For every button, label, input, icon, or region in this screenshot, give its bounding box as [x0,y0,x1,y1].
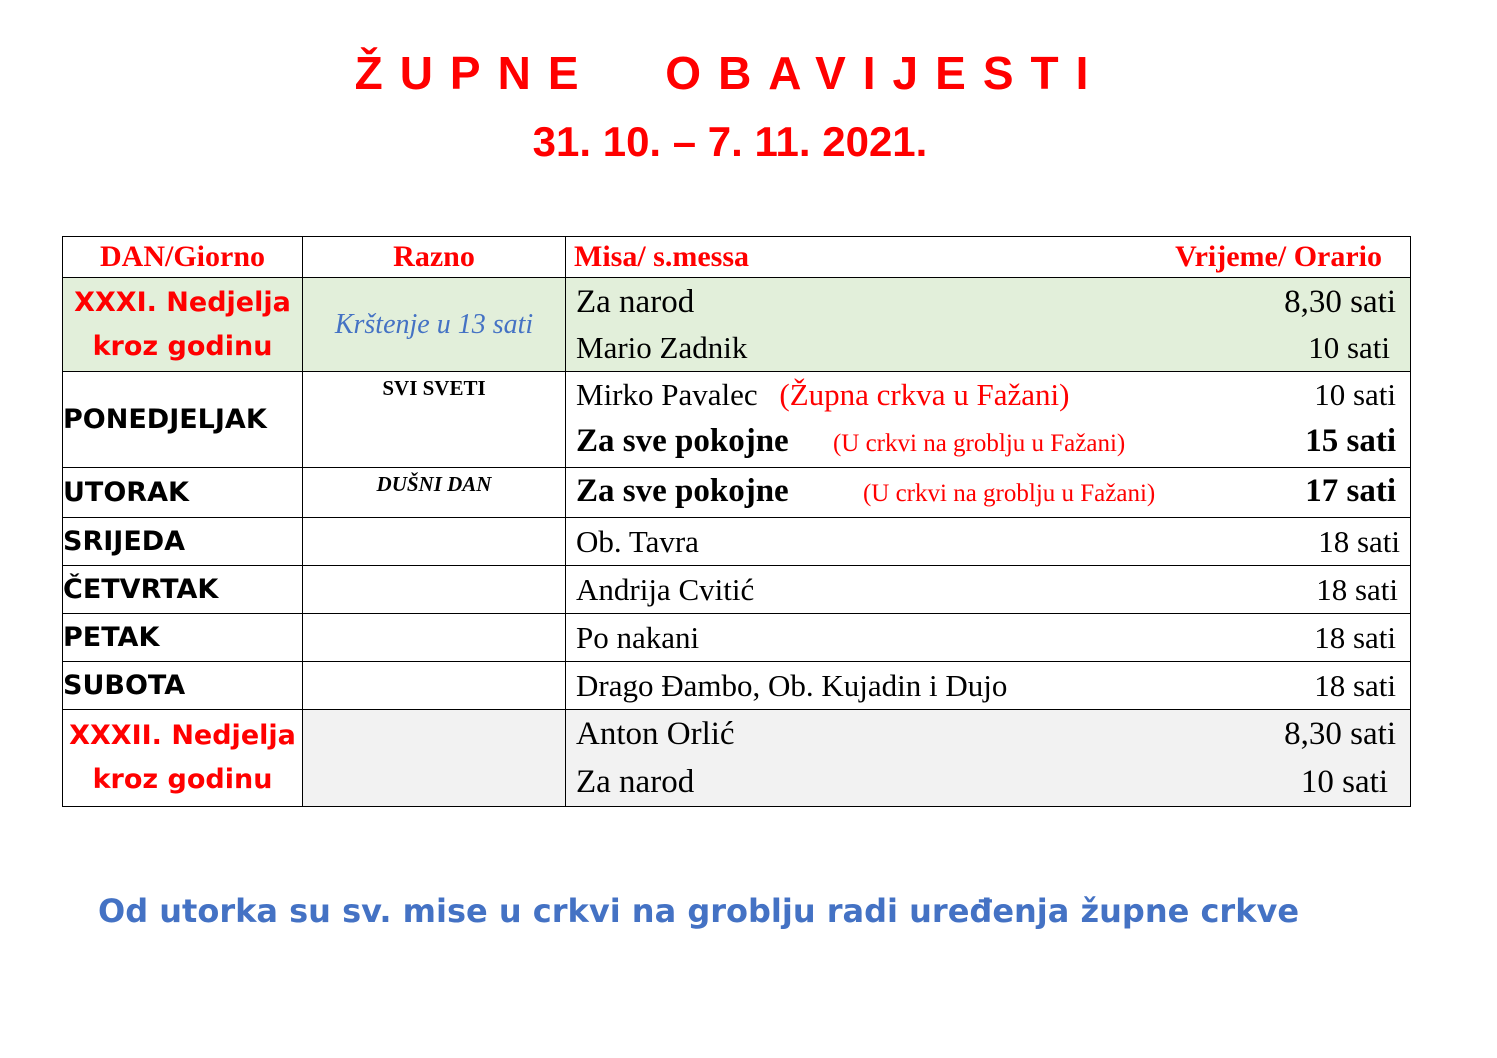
mass-intent: Mario Zadnik [576,329,748,365]
header-misa: Misa/ s.messa [574,240,749,273]
schedule-table [62,236,1411,807]
mass-entry [566,567,1410,613]
mass-time: 10 sati [1308,329,1390,365]
mass-cell [566,468,1411,518]
day-cell: ČETVRTAK [63,566,303,614]
razno-note: SVI SVETI [382,376,486,400]
mass-entry [566,372,1410,418]
table-row [63,468,1411,518]
header-vrijeme: Vrijeme/ Orario [1175,240,1382,273]
table-row [63,614,1411,662]
mass-time: 18 sati [1316,571,1398,607]
razno-cell [303,710,566,807]
page-title: ŽUPNE OBAVIJESTI [354,47,1106,99]
table-row [63,566,1411,614]
mass-entry [566,325,1410,371]
mass-intent: Drago Đambo, Ob. Kujadin i Dujo [576,667,1008,703]
mass-entry [566,279,1410,325]
mass-intent: Za sve pokojne [576,473,789,509]
mass-time: 10 sati [1300,764,1388,800]
razno-cell [303,662,566,710]
mass-intent: Po nakani [576,619,700,655]
mass-intent: Anton Orlić [576,716,735,752]
mass-intent: Za sve pokojne [576,423,789,459]
mass-location-note: (U crkvi na groblju u Fažani) [862,480,1156,507]
header-misa-cell [566,237,1411,278]
mass-time: 18 sati [1314,667,1396,703]
mass-time: 8,30 sati [1284,716,1396,752]
mass-entry [566,418,1410,467]
day-cell: PETAK [63,614,303,662]
date-range: 31. 10. – 7. 11. 2021. [532,118,928,165]
mass-intent: Andrija Cvitić [576,571,755,607]
mass-intent: Mirko Pavalec [576,377,758,412]
header-day: DAN/Giorno [63,237,303,278]
mass-entry [566,519,1410,565]
mass-cell [566,518,1411,566]
mass-cell [566,372,1411,468]
mass-entry [566,663,1410,709]
mass-entry [566,758,1410,806]
mass-time: 18 sati [1314,619,1396,655]
mass-intent: Ob. Tavra [576,523,699,559]
table-header-row [63,237,1411,278]
header-razno: Razno [303,237,566,278]
razno-cell [303,278,566,372]
day-cell: XXXII. Nedjelja kroz godinu [63,710,303,807]
mass-cell [566,662,1411,710]
day-cell: SRIJEDA [63,518,303,566]
mass-time: 10 sati [1314,377,1396,412]
table-row [63,710,1411,807]
mass-time: 17 sati [1305,473,1396,509]
mass-time: 18 sati [1318,523,1400,559]
razno-note: DUŠNI DAN [376,472,492,496]
table-row [63,662,1411,710]
mass-cell [566,278,1411,372]
mass-cell [566,710,1411,807]
day-cell: SUBOTA [63,662,303,710]
razno-cell [303,614,566,662]
table-row [63,278,1411,372]
day-cell: XXXI. Nedjelja kroz godinu [63,278,303,372]
razno-cell [303,566,566,614]
mass-intent: Za narod [576,283,695,320]
razno-note: Krštenje u 13 sati [334,308,534,340]
day-cell: PONEDJELJAK [63,372,303,468]
mass-time: 8,30 sati [1284,283,1396,320]
mass-location-note: (Župna crkva u Fažani) [779,377,1070,412]
razno-cell [303,468,566,518]
mass-location-note: (U crkvi na groblju u Fažani) [832,430,1126,457]
footer-notice: Od utorka su sv. mise u crkvi na groblju radi uređenja župne crkve [98,892,1300,930]
mass-intent: Za narod [576,764,695,800]
mass-time: 15 sati [1305,423,1396,459]
mass-entry [566,615,1410,661]
mass-entry [566,468,1410,517]
razno-cell [303,372,566,468]
day-cell: UTORAK [63,468,303,518]
mass-cell [566,614,1411,662]
table-row [63,372,1411,468]
razno-cell [303,518,566,566]
mass-entry [566,710,1410,758]
table-row [63,518,1411,566]
mass-cell [566,566,1411,614]
